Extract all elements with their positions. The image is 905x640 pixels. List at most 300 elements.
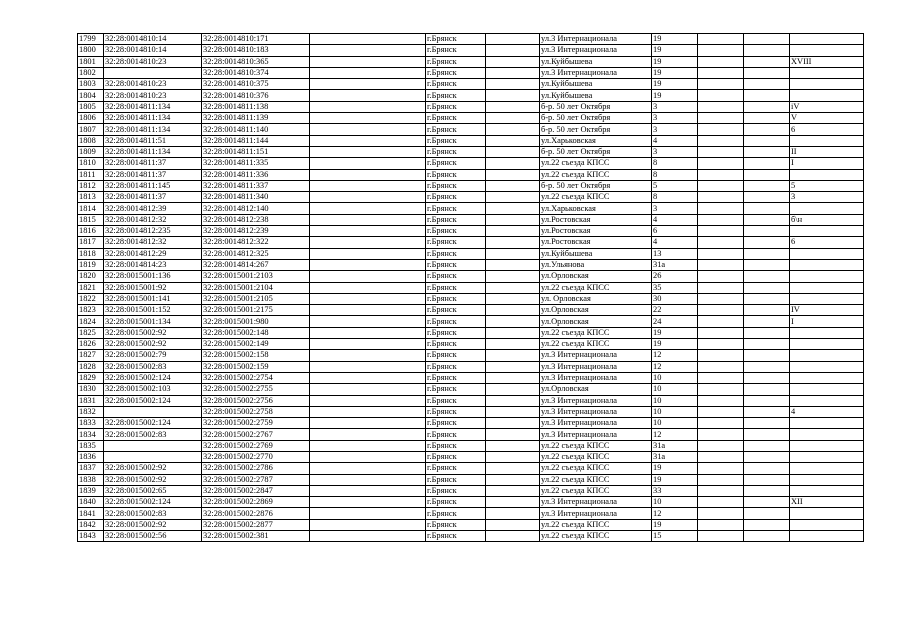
table-row [78,429,864,440]
parent-cadastral-number-cell: 32:28:0014811:37 [104,169,202,180]
cadastral-number-cell: 32:28:0015002:2869 [202,497,310,508]
letter-cell [744,101,790,112]
premises-cell: I [790,158,864,169]
table-row [78,56,864,67]
empty-cell [310,531,426,542]
city-cell: г.Брянск [426,192,486,203]
row-number-cell: 1837 [78,463,104,474]
letter-cell [744,440,790,451]
parent-cadastral-number-cell: 32:28:0014811:145 [104,180,202,191]
premises-cell: V [790,113,864,124]
house-number-cell: 10 [652,406,698,417]
parent-cadastral-number-cell: 32:28:0015002:103 [104,384,202,395]
cadastral-number-cell: 32:28:0015002:158 [202,350,310,361]
parent-cadastral-number-cell: 32:28:0015002:124 [104,372,202,383]
premises-cell [790,248,864,259]
city-cell: г.Брянск [426,124,486,135]
city-cell: г.Брянск [426,440,486,451]
premises-cell: 6 [790,237,864,248]
house-number-cell: 12 [652,508,698,519]
letter-cell [744,56,790,67]
row-number-cell: 1800 [78,45,104,56]
letter-cell [744,124,790,135]
row-number-cell: 1803 [78,79,104,90]
empty-cell [310,271,426,282]
house-number-cell: 19 [652,79,698,90]
premises-cell [790,293,864,304]
city-cell: г.Брянск [426,531,486,542]
cadastral-number-cell: 32:28:0014810:375 [202,79,310,90]
building-cell [698,531,744,542]
city-cell: г.Брянск [426,372,486,383]
premises-cell [790,418,864,429]
row-number-cell: 1816 [78,226,104,237]
cadastral-number-cell: 32:28:0015002:2754 [202,372,310,383]
letter-cell [744,372,790,383]
empty-cell [486,384,540,395]
parent-cadastral-number-cell: 32:28:0014811:51 [104,135,202,146]
row-number-cell: 1818 [78,248,104,259]
table-row [78,248,864,259]
building-cell [698,90,744,101]
city-cell: г.Брянск [426,497,486,508]
empty-cell [310,418,426,429]
building-cell [698,372,744,383]
parent-cadastral-number-cell: 32:28:0015002:83 [104,429,202,440]
house-number-cell: 12 [652,350,698,361]
cadastral-number-cell: 32:28:0014812:140 [202,203,310,214]
city-cell: г.Брянск [426,135,486,146]
premises-cell [790,531,864,542]
street-cell: ул.3 Интернационала [540,418,652,429]
row-number-cell: 1799 [78,34,104,45]
empty-cell [310,485,426,496]
row-number-cell: 1833 [78,418,104,429]
building-cell [698,429,744,440]
house-number-cell: 3 [652,101,698,112]
empty-cell [486,226,540,237]
table-row [78,45,864,56]
house-number-cell: 26 [652,271,698,282]
empty-cell [310,406,426,417]
parent-cadastral-number-cell: 32:28:0015002:79 [104,350,202,361]
premises-cell: II [790,146,864,157]
empty-cell [486,79,540,90]
street-cell: ул.22 съезда КПСС [540,339,652,350]
empty-cell [486,146,540,157]
street-cell: ул.Куйбышева [540,90,652,101]
cadastral-number-cell: 32:28:0015002:2769 [202,440,310,451]
house-number-cell: 19 [652,463,698,474]
empty-cell [310,34,426,45]
empty-cell [310,429,426,440]
table-row [78,214,864,225]
table-row [78,169,864,180]
house-number-cell: 12 [652,361,698,372]
table-row [78,259,864,270]
table-row [78,203,864,214]
building-cell [698,350,744,361]
house-number-cell: 19 [652,327,698,338]
house-number-cell: 19 [652,56,698,67]
cadastral-number-cell: 32:28:0015001:2175 [202,305,310,316]
letter-cell [744,519,790,530]
building-cell [698,169,744,180]
building-cell [698,361,744,372]
cadastral-number-cell: 32:28:0015002:2758 [202,406,310,417]
street-cell: ул.22 съезда КПСС [540,440,652,451]
premises-cell: IV [790,305,864,316]
letter-cell [744,214,790,225]
empty-cell [486,271,540,282]
parent-cadastral-number-cell: 32:28:0015001:141 [104,293,202,304]
premises-cell [790,90,864,101]
premises-cell [790,259,864,270]
street-cell: б-р. 50 лет Октября [540,101,652,112]
house-number-cell: 6 [652,226,698,237]
row-number-cell: 1826 [78,339,104,350]
row-number-cell: 1812 [78,180,104,191]
table-row [78,90,864,101]
building-cell [698,271,744,282]
street-cell: ул.22 съезда КПСС [540,519,652,530]
row-number-cell: 1821 [78,282,104,293]
city-cell: г.Брянск [426,67,486,78]
cadastral-number-cell: 32:28:0014814:267 [202,259,310,270]
empty-cell [310,451,426,462]
empty-cell [310,203,426,214]
cadastral-number-cell: 32:28:0015002:2767 [202,429,310,440]
empty-cell [310,248,426,259]
table-row [78,135,864,146]
house-number-cell: 10 [652,418,698,429]
city-cell: г.Брянск [426,451,486,462]
premises-cell [790,45,864,56]
empty-cell [310,316,426,327]
letter-cell [744,158,790,169]
house-number-cell: 33 [652,485,698,496]
street-cell: б-р. 50 лет Октября [540,113,652,124]
city-cell: г.Брянск [426,34,486,45]
house-number-cell: 4 [652,135,698,146]
house-number-cell: 10 [652,372,698,383]
street-cell: ул.Харьковская [540,135,652,146]
empty-cell [310,293,426,304]
cadastral-number-cell: 32:28:0014812:238 [202,214,310,225]
building-cell [698,451,744,462]
cadastral-number-cell: 32:28:0014811:139 [202,113,310,124]
table-row [78,158,864,169]
parent-cadastral-number-cell: 32:28:0015002:92 [104,519,202,530]
parent-cadastral-number-cell [104,406,202,417]
empty-cell [486,316,540,327]
building-cell [698,293,744,304]
parent-cadastral-number-cell: 32:28:0014810:23 [104,79,202,90]
premises-cell: б\н [790,214,864,225]
building-cell [698,259,744,270]
building-cell [698,305,744,316]
house-number-cell: 4 [652,237,698,248]
house-number-cell: 19 [652,519,698,530]
empty-cell [486,305,540,316]
house-number-cell: 12 [652,429,698,440]
cadastral-number-cell: 32:28:0014811:337 [202,180,310,191]
premises-cell [790,282,864,293]
house-number-cell: 4 [652,214,698,225]
building-cell [698,192,744,203]
street-cell: ул.22 съезда КПСС [540,192,652,203]
row-number-cell: 1840 [78,497,104,508]
empty-cell [486,531,540,542]
letter-cell [744,316,790,327]
row-number-cell: 1811 [78,169,104,180]
empty-cell [310,56,426,67]
city-cell: г.Брянск [426,361,486,372]
table-row [78,384,864,395]
premises-cell [790,79,864,90]
cadastral-number-cell: 32:28:0015002:149 [202,339,310,350]
row-number-cell: 1807 [78,124,104,135]
letter-cell [744,237,790,248]
parent-cadastral-number-cell: 32:28:0015002:124 [104,395,202,406]
row-number-cell: 1825 [78,327,104,338]
empty-cell [486,485,540,496]
parent-cadastral-number-cell: 32:28:0014810:14 [104,45,202,56]
cadastral-number-cell: 32:28:0015002:2759 [202,418,310,429]
letter-cell [744,508,790,519]
street-cell: б-р. 50 лет Октября [540,124,652,135]
empty-cell [310,305,426,316]
cadastral-number-cell: 32:28:0015002:2847 [202,485,310,496]
building-cell [698,214,744,225]
city-cell: г.Брянск [426,339,486,350]
table-row [78,519,864,530]
row-number-cell: 1802 [78,67,104,78]
register-table [77,33,864,542]
empty-cell [486,158,540,169]
premises-cell [790,350,864,361]
city-cell: г.Брянск [426,395,486,406]
letter-cell [744,497,790,508]
street-cell: ул.Орловская [540,316,652,327]
building-cell [698,248,744,259]
building-cell [698,79,744,90]
cadastral-number-cell: 32:28:0014810:365 [202,56,310,67]
table-row [78,226,864,237]
city-cell: г.Брянск [426,384,486,395]
empty-cell [310,259,426,270]
house-number-cell: 8 [652,169,698,180]
building-cell [698,113,744,124]
premises-cell [790,135,864,146]
parent-cadastral-number-cell: 32:28:0015002:124 [104,418,202,429]
empty-cell [310,339,426,350]
parent-cadastral-number-cell: 32:28:0014811:134 [104,146,202,157]
row-number-cell: 1834 [78,429,104,440]
table-row [78,350,864,361]
letter-cell [744,169,790,180]
parent-cadastral-number-cell: 32:28:0015001:92 [104,282,202,293]
cadastral-number-cell: 32:28:0014812:322 [202,237,310,248]
empty-cell [310,463,426,474]
row-number-cell: 1819 [78,259,104,270]
house-number-cell: 3 [652,113,698,124]
house-number-cell: 19 [652,34,698,45]
table-row [78,372,864,383]
cadastral-number-cell: 32:28:0015001:2104 [202,282,310,293]
empty-cell [310,124,426,135]
empty-cell [486,248,540,259]
premises-cell: I [790,316,864,327]
street-cell: ул.22 съезда КПСС [540,282,652,293]
premises-cell [790,339,864,350]
house-number-cell: 3 [652,203,698,214]
premises-cell [790,67,864,78]
house-number-cell: 31а [652,440,698,451]
cadastral-number-cell: 32:28:0015002:2755 [202,384,310,395]
letter-cell [744,79,790,90]
city-cell: г.Брянск [426,45,486,56]
building-cell [698,508,744,519]
parent-cadastral-number-cell: 32:28:0014811:37 [104,158,202,169]
table-row [78,271,864,282]
register-rows [78,34,864,542]
city-cell: г.Брянск [426,485,486,496]
table-row [78,237,864,248]
cadastral-number-cell: 32:28:0014811:138 [202,101,310,112]
empty-cell [310,226,426,237]
row-number-cell: 1831 [78,395,104,406]
premises-cell [790,169,864,180]
street-cell: ул.3 Интернационала [540,406,652,417]
empty-cell [486,203,540,214]
table-row [78,474,864,485]
building-cell [698,395,744,406]
table-row [78,293,864,304]
empty-cell [310,519,426,530]
premises-cell [790,474,864,485]
city-cell: г.Брянск [426,429,486,440]
cadastral-number-cell: 32:28:0015002:2877 [202,519,310,530]
empty-cell [310,214,426,225]
row-number-cell: 1806 [78,113,104,124]
letter-cell [744,282,790,293]
empty-cell [486,508,540,519]
table-row [78,485,864,496]
empty-cell [486,474,540,485]
building-cell [698,485,744,496]
letter-cell [744,451,790,462]
letter-cell [744,226,790,237]
row-number-cell: 1828 [78,361,104,372]
street-cell: ул.3 Интернационала [540,34,652,45]
city-cell: г.Брянск [426,259,486,270]
empty-cell [486,327,540,338]
street-cell: ул.Орловская [540,384,652,395]
letter-cell [744,34,790,45]
city-cell: г.Брянск [426,158,486,169]
cadastral-number-cell: 32:28:0015002:2786 [202,463,310,474]
parent-cadastral-number-cell: 32:28:0014811:134 [104,113,202,124]
letter-cell [744,339,790,350]
row-number-cell: 1839 [78,485,104,496]
cadastral-number-cell: 32:28:0014811:340 [202,192,310,203]
street-cell: ул.22 съезда КПСС [540,531,652,542]
table-row [78,34,864,45]
street-cell: ул.Куйбышева [540,248,652,259]
building-cell [698,384,744,395]
street-cell: ул.Куйбышева [540,79,652,90]
cadastral-number-cell: 32:28:0015001:2105 [202,293,310,304]
parent-cadastral-number-cell: 32:28:0014812:39 [104,203,202,214]
empty-cell [310,67,426,78]
empty-cell [310,440,426,451]
table-row [78,327,864,338]
premises-cell [790,485,864,496]
city-cell: г.Брянск [426,327,486,338]
empty-cell [310,350,426,361]
premises-cell: 3 [790,192,864,203]
street-cell: ул.22 съезда КПСС [540,463,652,474]
premises-cell [790,203,864,214]
street-cell: ул.3 Интернационала [540,372,652,383]
premises-cell: XVIII [790,56,864,67]
letter-cell [744,146,790,157]
building-cell [698,203,744,214]
city-cell: г.Брянск [426,214,486,225]
row-number-cell: 1838 [78,474,104,485]
city-cell: г.Брянск [426,113,486,124]
row-number-cell: 1804 [78,90,104,101]
empty-cell [486,101,540,112]
city-cell: г.Брянск [426,146,486,157]
city-cell: г.Брянск [426,226,486,237]
street-cell: ул. Орловская [540,293,652,304]
house-number-cell: 15 [652,531,698,542]
letter-cell [744,248,790,259]
letter-cell [744,463,790,474]
empty-cell [310,101,426,112]
letter-cell [744,135,790,146]
empty-cell [310,180,426,191]
table-row [78,113,864,124]
street-cell: ул.22 съезда КПСС [540,327,652,338]
empty-cell [486,440,540,451]
premises-cell [790,226,864,237]
empty-cell [486,45,540,56]
row-number-cell: 1824 [78,316,104,327]
row-number-cell: 1835 [78,440,104,451]
premises-cell [790,429,864,440]
row-number-cell: 1820 [78,271,104,282]
city-cell: г.Брянск [426,350,486,361]
city-cell: г.Брянск [426,101,486,112]
house-number-cell: 13 [652,248,698,259]
parent-cadastral-number-cell: 32:28:0015001:134 [104,316,202,327]
empty-cell [486,429,540,440]
parent-cadastral-number-cell [104,67,202,78]
empty-cell [486,34,540,45]
parent-cadastral-number-cell: 32:28:0015002:83 [104,508,202,519]
building-cell [698,418,744,429]
building-cell [698,497,744,508]
row-number-cell: 1823 [78,305,104,316]
building-cell [698,124,744,135]
letter-cell [744,474,790,485]
letter-cell [744,192,790,203]
premises-cell: 4 [790,406,864,417]
empty-cell [310,508,426,519]
